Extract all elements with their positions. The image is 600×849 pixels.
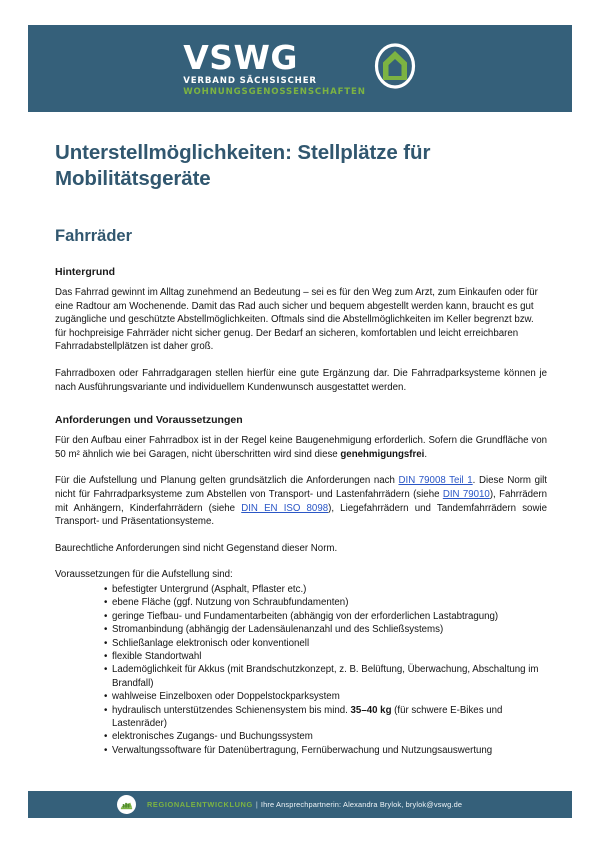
link-din-en-iso-8098[interactable]: DIN EN ISO 8098: [241, 502, 329, 514]
norm-text-1: Für die Aufstellung und Planung gelten grundsätzlich die Anforderungen nach: [55, 475, 399, 487]
section-heading-fahrraeder: Fahrräder: [55, 227, 133, 245]
paragraph-baurecht: Baurechtliche Anforderungen sind nicht Gegenstand dieser Norm.: [55, 542, 338, 554]
logo-wordmark: VSWG: [183, 37, 298, 77]
genehmigung-text-post: .: [424, 448, 428, 460]
list-item: [104, 596, 547, 609]
page-title: Unterstellmöglichkeiten: Stellplätze für Mobilitätsgeräte: [55, 141, 431, 190]
subheading-anforderungen: Anforderungen und Voraussetzungen: [55, 414, 243, 427]
vswg-logo: [183, 37, 417, 98]
list-item-label: befestigter Untergrund (Asphalt, Pflaster etc.): [112, 583, 307, 595]
list-item-label: Lademöglichkeit für Akkus (mit Brandschutzkonzept, z. B. Belüftung, Überwachung, Abschaltung im Brandfall): [112, 664, 539, 689]
logo-subtitle-line-1: VERBAND SÄCHSISCHER: [183, 75, 317, 86]
list-item: [104, 583, 547, 596]
link-din-79010[interactable]: DIN 79010: [442, 488, 490, 500]
list-item: [104, 637, 547, 650]
logo-text-block: [183, 37, 366, 98]
list-item: [104, 650, 547, 663]
list-item: [104, 704, 547, 731]
list-intro: Voraussetzungen für die Aufstellung sind:: [55, 569, 233, 581]
list-item-label-pre: hydraulisch unterstützendes Schienensystem bis mind.: [112, 704, 351, 716]
norm-text-3: ), Fahrrädern mit Anhängern, Kinderfahrrädern (siehe: [55, 488, 548, 514]
list-item-label: elektronisches Zugangs- und Buchungssystem: [112, 731, 313, 743]
list-item-label: geringe Tiefbau- und Fundamentarbeiten (abhängig von der erforderlichen Lastabtragung): [112, 610, 499, 622]
region-landscape-icon: [117, 795, 136, 814]
logo-subtitle-line-2: WOHNUNGSGENOSSENSCHAFTEN: [183, 86, 366, 97]
footer-text: [147, 800, 462, 809]
list-item: [104, 744, 547, 757]
list-item: [104, 690, 547, 703]
paragraph-normen: [55, 461, 547, 528]
document-content: [55, 140, 547, 757]
genehmigung-text-pre: Für den Aufbau einer Fahrradbox ist in der Regel keine Baugenehmigung erforderlich. Sofern die Grundfläche von 50 m² ähnlich wie bei Garagen, nicht überschritten wird sind diese: [55, 435, 547, 460]
house-in-circle-logo-icon: [373, 42, 417, 95]
list-item-label: ebene Fläche (ggf. Nutzung von Schraubfundamenten): [112, 597, 349, 609]
list-item-label: Schließanlage elektronisch oder konventionell: [112, 637, 310, 649]
footer-label: REGIONALENTWICKLUNG: [147, 800, 253, 809]
paragraph-genehmigung: [55, 429, 547, 461]
list-item-emphasis: 35–40 kg: [350, 704, 392, 716]
list-item: [104, 663, 547, 690]
list-item: [104, 730, 547, 743]
header-band: [28, 25, 572, 112]
list-item-label: wahlweise Einzelboxen oder Doppelstockparksystem: [112, 691, 340, 703]
norm-text-2: . Diese Norm gilt nicht für Fahrradparksysteme zum Abstellen von Transport- und Lastenfahrrädern (siehe: [55, 475, 547, 500]
link-din-79008[interactable]: DIN 79008 Teil 1: [398, 475, 473, 487]
list-item-label: Verwaltungssoftware für Datenübertragung, Fernüberwachung und Nutzungsauswertung: [112, 744, 493, 756]
genehmigungsfrei-emphasis: genehmigungsfrei: [340, 448, 425, 460]
norm-text-4: ), Liegefahrrädern und Tandemfahrrädern sowie Transport- und Präsentationsysteme.: [55, 502, 547, 528]
list-item-label: flexible Standortwahl: [112, 650, 202, 662]
list-item-label-post: (für schwere E-Bikes und Lastenräder): [112, 704, 503, 729]
subheading-hintergrund: Hintergrund: [55, 266, 116, 278]
paragraph-fahrradboxen: Fahrradboxen oder Fahrradgaragen stellen hierfür eine gute Ergänzung dar. Die Fahrradparksysteme können je nach Ausführungsvariante und individuellem Kundenwunsch ausgestattet werden.: [55, 367, 547, 393]
footer-separator: |: [255, 800, 258, 809]
list-item: [104, 610, 547, 623]
list-item-label: Stromanbindung (abhängig der Ladensäulenanzahl und des Schließsystems): [112, 624, 444, 636]
paragraph-hintergrund: Das Fahrrad gewinnt im Alltag zunehmend an Bedeutung – sei es für den Weg zum Arzt, zum Einkaufen oder für eine Radtour am Wochenende. Damit das Rad auch sicher und bequem abgestellt werden kann, braucht es gut zugängliche und geschützte Abstellmöglichkeiten. Oftmals sind die Abstellmöglichkeiten im Keller begrenzt bzw. für hochpreisige Fahrräder nicht sicher genug. Der Bedarf an sicheren, komfortablen und leicht erreichbaren Fahrradabstellplätzen ist daher groß.: [55, 287, 538, 353]
footer-band: [28, 791, 572, 818]
list-item: [104, 623, 547, 636]
footer-contact: Ihre Ansprechpartnerin: Alexandra Brylok, brylok@vswg.de: [260, 800, 463, 809]
requirements-list: [55, 582, 547, 757]
